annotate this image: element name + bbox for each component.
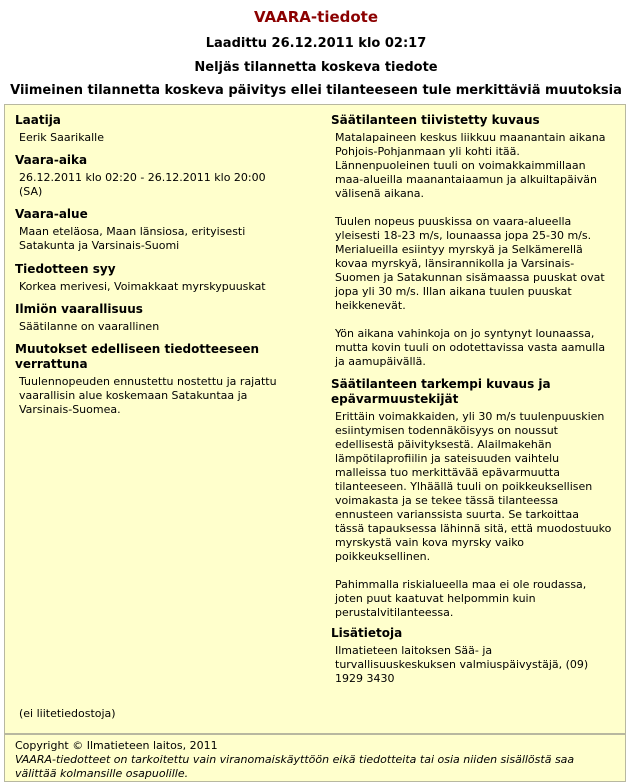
changes-heading-line1: Muutokset edelliseen tiedotteeseen bbox=[15, 342, 260, 356]
detail-line: esiintymisen todennäköisyys on noussut bbox=[335, 424, 558, 437]
summary-line: ja aamupäivällä. bbox=[335, 355, 426, 368]
detail-line: tässä tapauksessa lähinnä sitä, että muodostuuko bbox=[335, 522, 612, 535]
area-heading: Vaara-alue bbox=[15, 207, 88, 221]
detail-heading-line2: epävarmuustekijät bbox=[331, 392, 459, 406]
detail-line: tilanteeseen. Ylhäällä tuuli on poikkeuksellisen bbox=[335, 480, 593, 493]
detail-line: lämpötilaprofiilin ja sateisuuden vaihtelu bbox=[335, 452, 560, 465]
detail-line: Pahimmalla riskialueella maa ei ole roudassa, bbox=[335, 578, 587, 591]
summary-line: Matalapaineen keskus liikkuu maanantain aikana bbox=[335, 131, 606, 144]
time-heading: Vaara-aika bbox=[15, 153, 88, 167]
summary-heading: Säätilanteen tiivistetty kuvaus bbox=[331, 113, 540, 127]
last-update-note: Viimeinen tilannetta koskeva päivitys ellei tilanteeseen tule merkittäviä muutoksia bbox=[10, 83, 622, 98]
summary-line: Tuulen nopeus puuskissa on vaara-alueella bbox=[335, 215, 572, 228]
info-heading: Lisätietoja bbox=[331, 626, 403, 640]
document-title: VAARA-tiedote bbox=[253, 8, 379, 26]
detail-line: perustalvitilanteessa. bbox=[335, 606, 454, 619]
danger-heading: Ilmiön vaarallisuus bbox=[15, 302, 143, 316]
detail-heading-line1: Säätilanteen tarkempi kuvaus ja bbox=[331, 377, 551, 391]
detail-line: myrskystä vain kova myrsky vaiko bbox=[335, 536, 524, 549]
detail-line: ennusteen varianssista suurta. Se tarkoittaa bbox=[335, 508, 580, 521]
warning-details-panel bbox=[4, 104, 626, 734]
disclaimer: VAARA-tiedotteet on tarkoitettu vain viranomaiskäyttöön eikä tiedotteita tai osia niiden sisällöstä saa välittää kolmansille osapuolille. bbox=[15, 753, 575, 780]
changes-heading-line2: verrattuna bbox=[15, 357, 88, 371]
changes-value-line3: Varsinais-Suomea. bbox=[19, 403, 121, 416]
area-value-line2: Satakunta ja Varsinais-Suomi bbox=[19, 239, 180, 252]
info-line: turvallisuuskeskuksen valmiuspäivystäjä, (09) bbox=[335, 658, 589, 671]
info-line: Ilmatieteen laitoksen Sää- ja bbox=[335, 644, 493, 657]
detail-line: joten puut kaatuvat helpommin kuin bbox=[335, 592, 536, 605]
detail-line: poikkeuksellinen. bbox=[335, 550, 431, 563]
time-value-line1: 26.12.2011 klo 02:20 - 26.12.2011 klo 20:00 bbox=[19, 171, 266, 184]
detail-line: voimakasta ja se tekee tässä tilanteessa bbox=[335, 494, 559, 507]
summary-line: välisenä aikana. bbox=[335, 187, 424, 200]
copyright: Copyright © Ilmatieteen laitos, 2011 bbox=[15, 739, 218, 752]
attachments-note: (ei liitetiedostoja) bbox=[19, 707, 116, 720]
changes-value-line2: vaarallisin alue koskemaan Satakuntaa ja bbox=[19, 389, 248, 402]
summary-line: kovaa myrskyä, länsirannikolla ja Varsinais- bbox=[335, 257, 575, 270]
footer bbox=[4, 734, 626, 782]
summary-line: mutta kovin tuuli on odotettavissa vasta aamulla bbox=[335, 341, 606, 354]
author-heading: Laatija bbox=[15, 113, 61, 127]
summary-line: Suomen ja Satakunnan sisämaassa puuskat ovat bbox=[335, 271, 605, 284]
reason-value: Korkea merivesi, Voimakkaat myrskypuuskat bbox=[19, 280, 266, 293]
detail-line: malleissa tuo merkittävää epävarmuutta bbox=[335, 466, 560, 479]
summary-line: maa-alueilla maanantaiaamun ja alkuiltapäivän bbox=[335, 173, 597, 186]
area-value-line1: Maan eteläosa, Maan länsiosa, erityisesti bbox=[19, 225, 246, 238]
notice-number: Neljäs tilannetta koskeva tiedote bbox=[194, 60, 438, 75]
summary-line: heikkenevät. bbox=[335, 299, 406, 312]
danger-value: Säätilanne on vaarallinen bbox=[19, 320, 160, 333]
summary-line: Merialueilla esiintyy myrskyä ja Selkämerellä bbox=[335, 243, 583, 256]
summary-line: Lännenpuoleinen tuuli on voimakkaimmillaan bbox=[335, 159, 586, 172]
reason-heading: Tiedotteen syy bbox=[15, 262, 116, 276]
info-line: 1929 3430 bbox=[335, 672, 395, 685]
time-value-line2: (SA) bbox=[19, 185, 43, 198]
created-date: Laadittu 26.12.2011 klo 02:17 bbox=[205, 36, 427, 51]
summary-line: jopa yli 30 m/s. Illan aikana tuulen puuskat bbox=[335, 285, 572, 298]
detail-line: edellisestä päivityksestä. Alailmakehän bbox=[335, 438, 552, 451]
summary-line: Yön aikana vahinkoja on jo syntynyt lounaassa, bbox=[335, 327, 595, 340]
summary-line: Pohjois-Pohjanmaan yli kohti itää. bbox=[335, 145, 520, 158]
changes-value-line1: Tuulennopeuden ennustettu nostettu ja rajattu bbox=[19, 375, 277, 388]
author-value: Eerik Saarikalle bbox=[19, 131, 105, 144]
detail-line: Erittäin voimakkaiden, yli 30 m/s tuulenpuuskien bbox=[335, 410, 605, 423]
summary-line: yleisesti 18-23 m/s, lounaassa jopa 25-30 m/s. bbox=[335, 229, 592, 242]
